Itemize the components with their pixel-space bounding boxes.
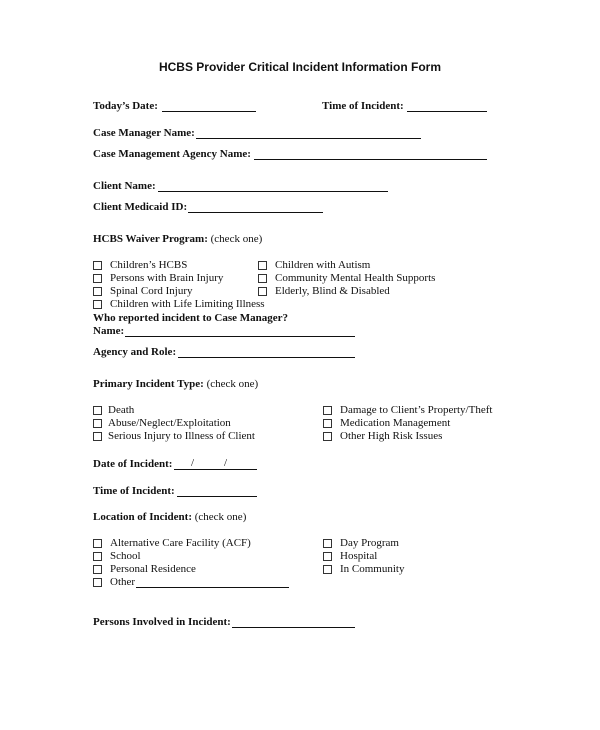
option-children-autism: Children with Autism — [275, 259, 371, 271]
checkbox-personal-residence[interactable] — [93, 565, 102, 574]
option-children-life-limiting: Children with Life Limiting Illness — [110, 298, 265, 310]
checkbox-death[interactable] — [93, 406, 102, 415]
incident-type-hint: (check one) — [206, 378, 259, 390]
checkbox-community-mental-health[interactable] — [258, 274, 267, 283]
checkbox-alternative-care[interactable] — [93, 539, 102, 548]
time-of-incident-header-label: Time of Incident: — [322, 100, 404, 112]
client-medicaid-id-field[interactable] — [188, 212, 323, 213]
persons-involved-field[interactable] — [232, 627, 355, 628]
checkbox-elderly-blind-disabled[interactable] — [258, 287, 267, 296]
client-name-label: Client Name: — [93, 180, 156, 192]
case-manager-name-field[interactable] — [196, 138, 421, 139]
location-label: Location of Incident: — [93, 511, 192, 523]
checkbox-in-community[interactable] — [323, 565, 332, 574]
option-in-community: In Community — [340, 563, 405, 575]
location-heading — [93, 511, 246, 524]
time-of-incident-label: Time of Incident: — [93, 485, 175, 497]
option-day-program: Day Program — [340, 537, 399, 549]
checkbox-other-high-risk[interactable] — [323, 432, 332, 441]
checkbox-serious-injury[interactable] — [93, 432, 102, 441]
checkbox-spinal-cord-injury[interactable] — [93, 287, 102, 296]
persons-involved-label: Persons Involved in Incident: — [93, 616, 231, 628]
option-alternative-care: Alternative Care Facility (ACF) — [110, 537, 251, 549]
checkbox-day-program[interactable] — [323, 539, 332, 548]
option-school: School — [110, 550, 141, 562]
date-separator-2: / — [224, 457, 228, 469]
date-of-incident-field[interactable] — [174, 469, 257, 470]
reporter-name-field[interactable] — [125, 336, 355, 337]
checkbox-childrens-hcbs[interactable] — [93, 261, 102, 270]
checkbox-children-autism[interactable] — [258, 261, 267, 270]
waiver-program-heading — [93, 233, 262, 246]
todays-date-field[interactable] — [162, 111, 256, 112]
option-abuse-neglect: Abuse/Neglect/Exploitation — [108, 417, 231, 429]
form-title: HCBS Provider Critical Incident Information Form — [158, 60, 442, 74]
option-other-high-risk: Other High Risk Issues — [340, 430, 443, 442]
date-separator-1: / — [191, 457, 195, 469]
agency-and-role-field[interactable] — [178, 357, 355, 358]
time-of-incident-header-field[interactable] — [407, 111, 487, 112]
date-of-incident-label: Date of Incident: — [93, 458, 173, 470]
todays-date-label: Today’s Date: — [93, 100, 158, 112]
agency-and-role-label: Agency and Role: — [93, 346, 177, 358]
other-location-field[interactable] — [136, 587, 289, 588]
waiver-program-label: HCBS Waiver Program: — [93, 233, 208, 245]
case-management-agency-field[interactable] — [254, 159, 487, 160]
option-hospital: Hospital — [340, 550, 378, 562]
option-other-location: Other — [110, 576, 136, 588]
checkbox-persons-brain-injury[interactable] — [93, 274, 102, 283]
location-hint: (check one) — [194, 511, 247, 523]
option-damage-property: Damage to Client’s Property/Theft — [340, 404, 493, 416]
waiver-program-hint: (check one) — [210, 233, 263, 245]
who-reported-label: Who reported incident to Case Manager? — [93, 312, 289, 324]
option-personal-residence: Personal Residence — [110, 563, 196, 575]
option-elderly-blind-disabled: Elderly, Blind & Disabled — [275, 285, 390, 297]
case-management-agency-label: Case Management Agency Name: — [93, 148, 251, 160]
case-manager-name-label: Case Manager Name: — [93, 127, 195, 139]
option-spinal-cord-injury: Spinal Cord Injury — [110, 285, 193, 297]
option-community-mental-health: Community Mental Health Supports — [275, 272, 436, 284]
client-medicaid-id-label: Client Medicaid ID: — [93, 201, 188, 213]
checkbox-school[interactable] — [93, 552, 102, 561]
checkbox-damage-property[interactable] — [323, 406, 332, 415]
checkbox-other-location[interactable] — [93, 578, 102, 587]
checkbox-abuse-neglect[interactable] — [93, 419, 102, 428]
time-of-incident-field[interactable] — [177, 496, 257, 497]
incident-type-heading — [93, 378, 258, 391]
option-medication-management: Medication Management — [340, 417, 451, 429]
checkbox-hospital[interactable] — [323, 552, 332, 561]
option-serious-injury: Serious Injury to Illness of Client — [108, 430, 255, 442]
client-name-field[interactable] — [158, 191, 388, 192]
option-persons-brain-injury: Persons with Brain Injury — [110, 272, 224, 284]
checkbox-children-life-limiting[interactable] — [93, 300, 102, 309]
option-death: Death — [108, 404, 135, 416]
reporter-name-label: Name: — [93, 325, 125, 337]
checkbox-medication-management[interactable] — [323, 419, 332, 428]
option-childrens-hcbs: Children’s HCBS — [110, 259, 188, 271]
incident-type-label: Primary Incident Type: — [93, 378, 204, 390]
